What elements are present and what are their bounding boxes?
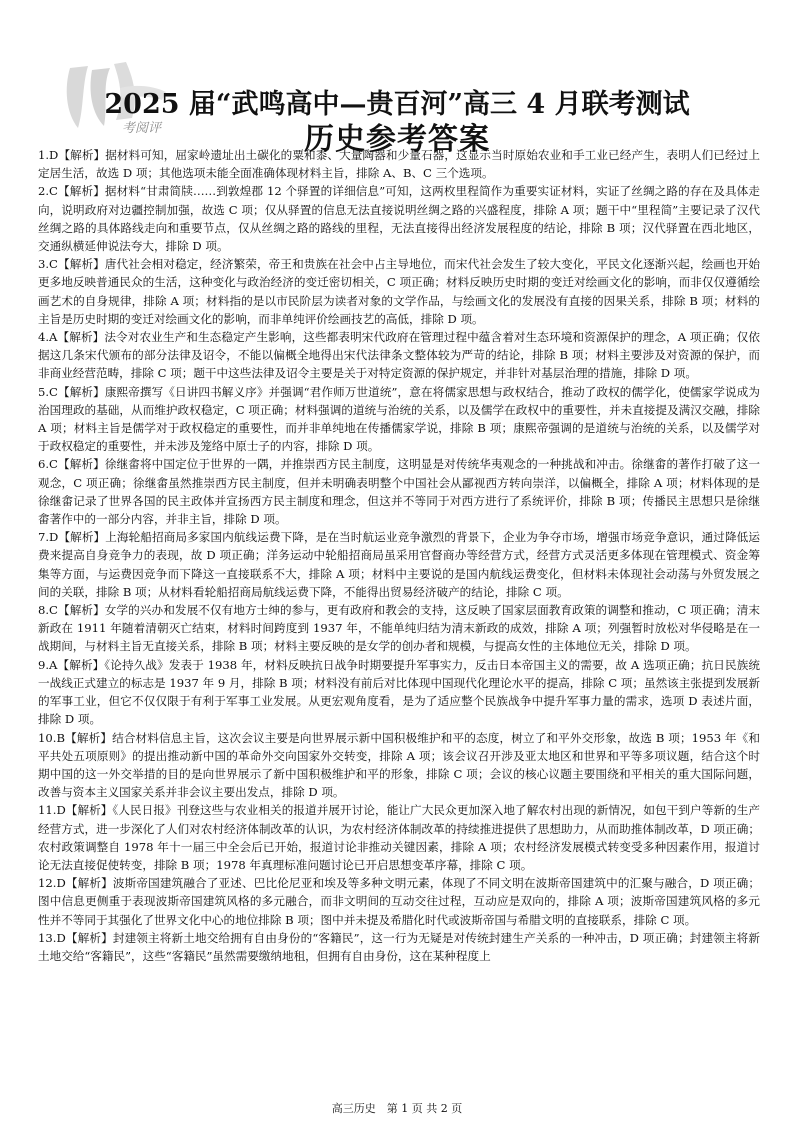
answer-item xyxy=(38,801,760,874)
answer-text: 上海轮船招商局多家国内航线运费下降，是在当时航运业竞争激烈的背景下，企业为争夺市场，增强市场竞争意识，通过降低运费来提高自身竞争力的表现，故 D 项正确；洋务运动中轮船招商局虽采用官督商办等经营方式，经营方式灵活更多体现在管理模式、资金筹集等方面，与运费因竞争而下降这一直接联系不大，排除 A 项；材料中主要说的是国内航线运费变化，但材料未体现社会动荡与外贸发展之间的关联，排除 B 项；从材料看轮船招商局航线运费下降，不能得出贸易经济破产的结论，排除 C 项。 xyxy=(38,530,760,599)
answer-number: 7.D xyxy=(38,530,59,545)
analysis-label: 【解析】 xyxy=(57,257,105,272)
analysis-label: 【解析】 xyxy=(65,803,113,818)
answer-item xyxy=(38,455,760,528)
analysis-label: 【解析】 xyxy=(58,148,106,162)
analysis-label: 【解析】 xyxy=(58,530,106,545)
answer-number: 1.D xyxy=(38,148,59,162)
answer-number: 12.D xyxy=(38,876,66,891)
analysis-label: 【解析】 xyxy=(57,330,105,345)
answer-number: 6.C xyxy=(38,457,58,472)
page-footer: 高三历史 第 1 页 共 2 页 xyxy=(331,1102,463,1115)
answer-text: 唐代社会相对稳定，经济繁荣，帝王和贵族在社会中占主导地位，而宋代社会发生了较大变化，平民文化逐渐兴起，绘画也开始更多地反映普通民众的生活，这种变化与政治经济的变迁密切相关，C 项正确；材料反映历史时期的变迁对绘画文化的影响，而非仅仅遵循绘画艺术的自身规律，排除 A 项；材料指的是以市民阶层为读者对象的文学作品，与绘画文化的发展没有直接的因果关系，排除 B 项；材料的主旨是历史时期的变迁对绘画文化的影响，而非单纯评价绘画技艺的高低，排除 D 项。 xyxy=(38,257,760,326)
analysis-label: 【解析】 xyxy=(57,457,105,472)
analysis-label: 【解析】 xyxy=(65,876,113,891)
answer-item xyxy=(38,146,760,182)
answer-number: 4.A xyxy=(38,330,58,345)
answer-number: 3.C xyxy=(38,257,58,272)
analysis-label: 【解析】 xyxy=(57,603,105,618)
answer-number: 11.D xyxy=(38,803,66,818)
analysis-label: 【解析】 xyxy=(57,657,105,672)
answer-number: 5.C xyxy=(38,384,58,399)
logo-text: 考阅评 xyxy=(122,121,162,136)
answer-item xyxy=(38,656,760,729)
answer-number: 13.D xyxy=(38,930,66,945)
answer-text: 徐继畬将中国定位于世界的一隅，并推崇西方民主制度，这明显是对传统华夷观念的一种挑战和冲击。徐继畬的著作打破了这一观念，C 项正确；徐继畬虽然推崇西方民主制度，但并未明确表明整个中国社会从鄙视西方转向崇洋，以偏概全，排除 A 项；材料体现的是徐继畬记录了世界各国的民主政体并宣扬西方民主制度和理念，但这并不等同于对西方进行了系统评价，排除 B 项；传播民主思想只是徐继畬著作中的一部分内容，并非主旨，排除 D 项。 xyxy=(38,457,760,527)
answer-text: 康熙帝撰写《日讲四书解义序》并强调“君作师万世道统”，意在将儒家思想与政权结合，推动了政权的儒学化，使儒家学说成为治国理政的基础，从而维护政权稳定，C 项正确；材料强调的道统与治统的关系，以及儒学在政权中的重要性，并未直接提及满汉交融，排除 A 项；材料主旨是儒学对于政权稳定的重要性，而并非单纯地在传播儒家学说，排除 B 项；康熙帝强调的是道统与治统的关系，以及儒学对于政权稳定的重要性，并未涉及笼络中原士子的内容，排除 D 项。 xyxy=(38,384,760,454)
page-title: 历史参考答案 xyxy=(304,122,490,157)
answer-item xyxy=(38,929,760,965)
answer-number: 9.A xyxy=(38,657,58,672)
answer-item xyxy=(38,328,760,383)
answer-text: 封建领主将新土地交给拥有自由身份的“客籍民”，这一行为无疑是对传统封建生产关系的一种冲击，D 项正确；封建领主将新土地交给“客籍民”，这些“客籍民”虽然需要缴纳地租，但拥有自由身份，这在某种程度上 xyxy=(38,930,760,963)
answer-text: 据材料“甘肃简牍……到敦煌郡 12 个驿置的详细信息”可知，这两枚里程简作为重要实证材料，实证了丝绸之路的存在及具体走向，说明政府对边疆控制加强，故选 C 项；仅从驿置的信息无法直接说明丝绸之路的兴盛程度，排除 A 项；题干中“里程简”主要记录了汉代丝绸之路的具体路线走向和重要节点，仅从丝绸之路的路线的里程，无法直接得出经济发展程度的结论，排除 B 项；汉代驿置在西北地区，交通纵横延伸说法夸大，排除 D 项。 xyxy=(38,184,760,254)
answer-text: 法令对农业生产和生态稳定产生影响，这些都表明宋代政府在管理过程中蕴含着对生态环境和资源保护的理念，A 项正确；仅依据这几条宋代颁布的部分法律及诏令，不能以偏概全地得出宋代法律条文整体较为严苛的结论，排除 B 项；材料主要涉及对资源的保护，而非商业经营范畴，排除 C 项；题干中这些法律及诏令主要是关于对特定资源的保护规定，并非针对基层治理的措施，排除 D 项。 xyxy=(38,330,760,381)
answer-item xyxy=(38,528,760,601)
answer-text: 据材料可知，屈家岭遗址出土碳化的粟和黍、大量陶器和少量石器，这显示当时原始农业和手工业已经产生，表明人们已经过上定居生活，故选 D 项；其他选项未能全面准确体现材料主旨，排除 A、B、C 三个选项。 xyxy=(38,148,760,181)
answer-list xyxy=(38,146,760,1096)
answer-number: 10.B xyxy=(38,730,65,745)
analysis-label: 【解析】 xyxy=(65,930,113,945)
answer-text: 女学的兴办和发展不仅有地方士绅的参与，更有政府和教会的支持，这反映了国家层面教育政策的调整和推动，C 项正确；清末新政在 1911 年随着清朝灭亡结束，材料时间跨度到 1937 年，不能单纯归结为清末新政的成效，排除 A 项；列强暂时放松对华侵略是在一战期间，与材料主旨无直接关系，排除 B 项；材料主要反映的是女学的创办者和规模，与提高女性的主体地位无关，排除 D 项。 xyxy=(38,603,760,654)
answer-text: 《人民日报》刊登这些与农业相关的报道并展开讨论，能让广大民众更加深入地了解农村出现的新情况，如包干到户等新的生产经营方式，进一步深化了人们对农村经济体制改革的认识，为农村经济体制改革的持续推进提供了思想助力，从而助推体制改革，D 项正确；农村政策调整自 1978 年十一届三中全会后已开始，报道讨论非推动关键因素，排除 A 项；农村经济发展模式转变受多种因素作用，报道讨论无法直接促使转变，排除 B 项；1978 年真理标准问题讨论已开启思想变革序幕，排除 C 项。 xyxy=(38,803,760,872)
answer-item xyxy=(38,601,760,656)
answer-text: 波斯帝国建筑融合了亚述、巴比伦尼亚和埃及等多种文明元素，体现了不同文明在波斯帝国建筑中的汇聚与融合，D 项正确；图中信息更侧重于表现波斯帝国建筑风格的多元融合，而非文明间的互动交往过程，互动应是双向的，排除 A 项；波斯帝国建筑风格的多元性并不等同于其强化了世界文化中心的地位排除 B 项；图中并未提及希腊化时代或波斯帝国与希腊文明的直接联系，排除 C 项。 xyxy=(38,876,760,927)
answer-text: 结合材料信息主旨，这次会议主要是向世界展示新中国积极维护和平的态度，树立了和平外交形象，故选 B 项；1953 年《和平共处五项原则》的提出推动新中国的革命外交向国家外交转变，排除 A 项；该会议召开涉及亚太地区和世界和平等多项议题，结合这个时期中国的这一外交举措的目的是向世界展示了新中国积极维护和平的形象，排除 C 项；会议的核心议题主要围绕和平相关的重大国际问题，改善与资本主义国家关系并非会议主要出发点，排除 D 项。 xyxy=(38,730,760,800)
analysis-label: 【解析】 xyxy=(64,730,113,745)
exam-title: 2025 届“武鸣高中—贵百河”高三 4 月联考测试 xyxy=(104,89,690,120)
answer-item xyxy=(38,874,760,929)
answer-text: 《论持久战》发表于 1938 年，材料反映抗日战争时期要提升军事实力，反击日本帝国主义的需要，故 A 选项正确；抗日民族统一战线正式建立的标志是 1937 年 9 月，排除 B 项；材料没有前后对比体现中国现代化理论水平的提高，排除 C 项；虽然该主张提到发展新的军事工业，但它不仅仅限于有利于军事工业发展。从更宏观角度看，是为了适应整个民族战争中提升军事力量的需求，选项 D 表述片面，排除 D 项。 xyxy=(38,657,760,727)
answer-item xyxy=(38,383,760,456)
answer-item xyxy=(38,255,760,328)
analysis-label: 【解析】 xyxy=(57,384,105,399)
analysis-label: 【解析】 xyxy=(57,184,105,199)
answer-item xyxy=(38,182,760,255)
answer-number: 2.C xyxy=(38,184,58,199)
answer-item xyxy=(38,729,760,802)
answer-number: 8.C xyxy=(38,603,58,618)
